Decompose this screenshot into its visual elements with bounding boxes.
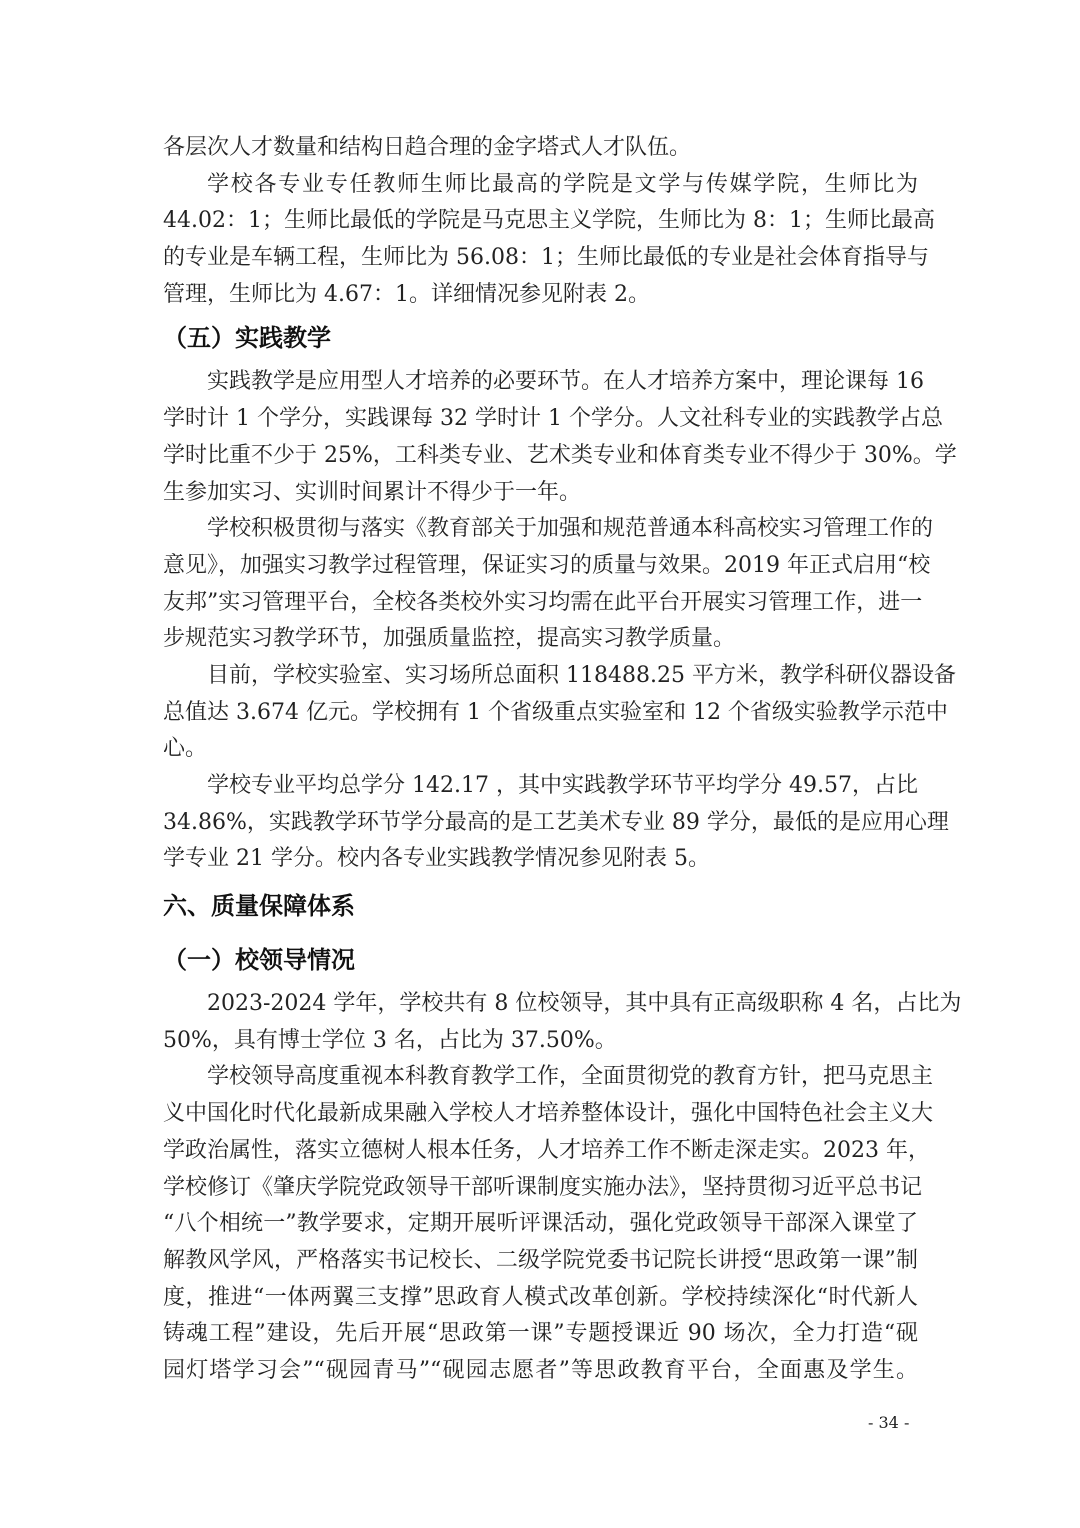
text-line: 意见》，加强实习教学过程管理，保证实习的质量与效果。2019 年正式启用“校 (163, 552, 931, 578)
paragraph (163, 1059, 934, 1389)
text-line: 学时计 1 个学分，实践课每 32 学时计 1 个学分。人文社科专业的实践教学占总 (163, 406, 943, 432)
text-line: 友邦”实习管理平台，全校各类校外实习均需在此平台开展实习管理工作，进一 (163, 589, 923, 615)
text-line: 度，推进“一体两翼三支撑”思政育人模式改革创新。学校持续深化“时代新人 (163, 1284, 918, 1310)
text-line: 各层次人才数量和结构日趋合理的金字塔式人才队伍。 (163, 135, 692, 160)
text-line: 解教风学风，严格落实书记校长、二级学院党委书记院长讲授“思政第一课”制 (163, 1247, 918, 1273)
page-content (163, 130, 962, 1390)
text-line: 44.02：1；生师比最低的学院是马克思主义学院，生师比为 8：1；生师比最高 (163, 208, 935, 234)
paragraph (163, 658, 956, 768)
text-line: 生参加实习、实训时间累计不得少于一年。 (163, 479, 582, 505)
text-line: 总值达 3.674 亿元。学校拥有 1 个省级重点实验室和 12 个省级实验教学示范中 (163, 699, 948, 725)
text-line: 2023-2024 学年，学校共有 8 位校领导，其中具有正高级职称 4 名，占比为 (207, 991, 962, 1017)
text-line: 步规范实习教学环节，加强质量监控，提高实习教学质量。 (163, 626, 736, 652)
paragraph (163, 986, 962, 1059)
text-line: 园灯塔学习会”“砚园青马”“砚园志愿者”等思政教育平台，全面惠及学生。 (163, 1357, 918, 1383)
text-line: 实践教学是应用型人才培养的必要环节。在人才培养方案中，理论课每 16 (207, 369, 924, 395)
paragraph (163, 511, 934, 658)
text-line: 50%，具有博士学位 3 名，占比为 37.50%。 (163, 1027, 617, 1053)
paragraph (163, 167, 935, 314)
text-line: 目前，学校实验室、实习场所总面积 118488.25 平方米，教学科研仪器设备 (207, 662, 956, 688)
text-line: “八个相统一”教学要求，定期开展听评课活动，强化党政领导干部深入课堂了 (163, 1211, 918, 1237)
paragraph (163, 364, 957, 511)
text-line: 义中国化时代化最新成果融入学校人才培养整体设计，强化中国特色社会主义大 (163, 1101, 934, 1127)
text-line: 学校修订《肇庆学院党政领导干部听课制度实施办法》，坚持贯彻习近平总书记 (163, 1174, 923, 1200)
text-line: 34.86%，实践教学环节学分最高的是工艺美术专业 89 学分，最低的是应用心理 (163, 809, 949, 835)
text-line: 管理，生师比为 4.67：1。详细情况参见附表 2。 (163, 281, 650, 307)
text-line: 学校各专业专任教师生师比最高的学院是文学与传媒学院，生师比为 (207, 171, 918, 197)
text-line: 学校积极贯彻与落实《教育部关于加强和规范普通本科高校实习管理工作的 (207, 516, 934, 542)
text-line: 学专业 21 学分。校内各专业实践教学情况参见附表 5。 (163, 846, 710, 872)
paragraph (163, 130, 918, 167)
text-line: 学时比重不少于 25%，工科类专业、艺术类专业和体育类专业不得少于 30%。学 (163, 442, 957, 468)
section-heading-leaders: （一）校领导情况 (163, 946, 355, 975)
section-heading-practice: （五）实践教学 (163, 324, 331, 353)
text-line: 铸魂工程”建设，先后开展“思政第一课”专题授课近 90 场次，全力打造“砚 (163, 1321, 918, 1347)
chapter-heading: 六、质量保障体系 (163, 892, 355, 921)
text-line: 学校专业平均总学分 142.17 ，其中实践教学环节平均学分 49.57，占比 (207, 773, 918, 798)
text-line: 学政治属性，落实立德树人根本任务，人才培养工作不断走深走实。2023 年， (163, 1137, 930, 1163)
text-line: 的专业是车辆工程，生师比为 56.08：1；生师比最低的专业是社会体育指导与 (163, 245, 929, 271)
page-number: - 34 - (868, 1413, 910, 1432)
paragraph (163, 768, 949, 878)
text-line: 心。 (163, 736, 208, 762)
text-line: 学校领导高度重视本科教育教学工作，全面贯彻党的教育方针，把马克思主 (207, 1064, 934, 1090)
